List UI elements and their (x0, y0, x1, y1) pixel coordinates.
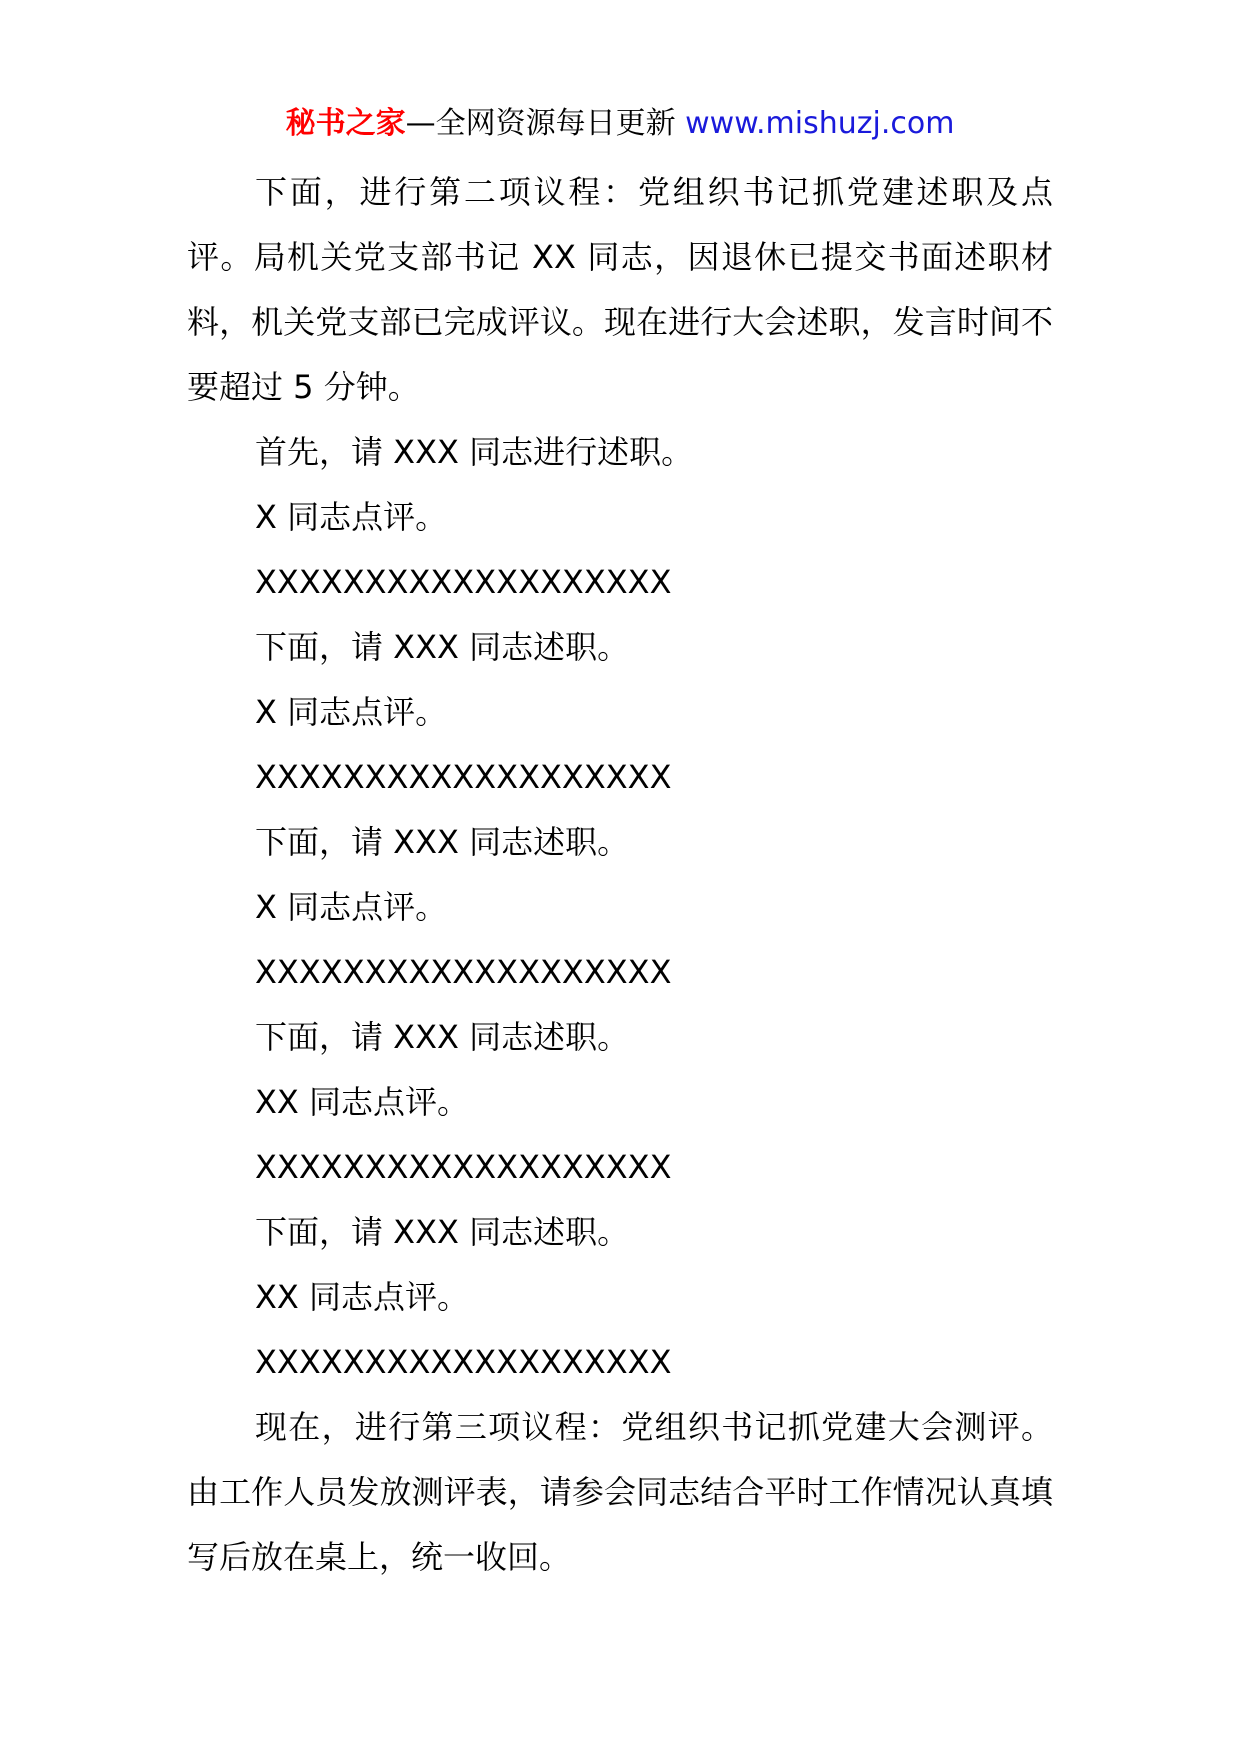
paragraph: XXXXXXXXXXXXXXXXXXX (255, 1343, 672, 1381)
document-body (187, 160, 1053, 1590)
paragraph: 首先，请 XXX 同志进行述职。 (255, 433, 694, 471)
paragraph: XXXXXXXXXXXXXXXXXXX (255, 563, 672, 601)
paragraph-agenda-item-3: 现在，进行第三项议程：党组织书记抓党建大会测评。由工作人员发放测评表，请参会同志结合平时工作情况认真填写后放在桌上，统一收回。 (187, 1408, 1053, 1576)
paragraph: X 同志点评。 (255, 693, 448, 731)
paragraph: 下面，请 XXX 同志述职。 (255, 628, 630, 666)
paragraph: 下面，请 XXX 同志述职。 (255, 823, 630, 861)
header-url-link[interactable]: www.mishuzj.com (685, 106, 955, 141)
paragraph: XXXXXXXXXXXXXXXXXXX (255, 1148, 672, 1186)
paragraph: X 同志点评。 (255, 498, 448, 536)
page-header (0, 102, 1240, 146)
paragraph-agenda-item-2: 下面，进行第二项议程：党组织书记抓党建述职及点评。局机关党支部书记 XX 同志，因退休已提交书面述职材料，机关党支部已完成评议。现在进行大会述职，发言时间不要超过 5 分钟。 (187, 173, 1053, 406)
paragraph: 下面，请 XXX 同志述职。 (255, 1018, 630, 1056)
paragraph: XX 同志点评。 (255, 1278, 470, 1316)
paragraph: XXXXXXXXXXXXXXXXXXX (255, 758, 672, 796)
header-brand: 秘书之家 (285, 106, 406, 141)
paragraph: X 同志点评。 (255, 888, 448, 926)
paragraph: 下面，请 XXX 同志述职。 (255, 1213, 630, 1251)
paragraph: XX 同志点评。 (255, 1083, 470, 1121)
header-tagline: —全网资源每日更新 (405, 106, 676, 141)
paragraph: XXXXXXXXXXXXXXXXXXX (255, 953, 672, 991)
